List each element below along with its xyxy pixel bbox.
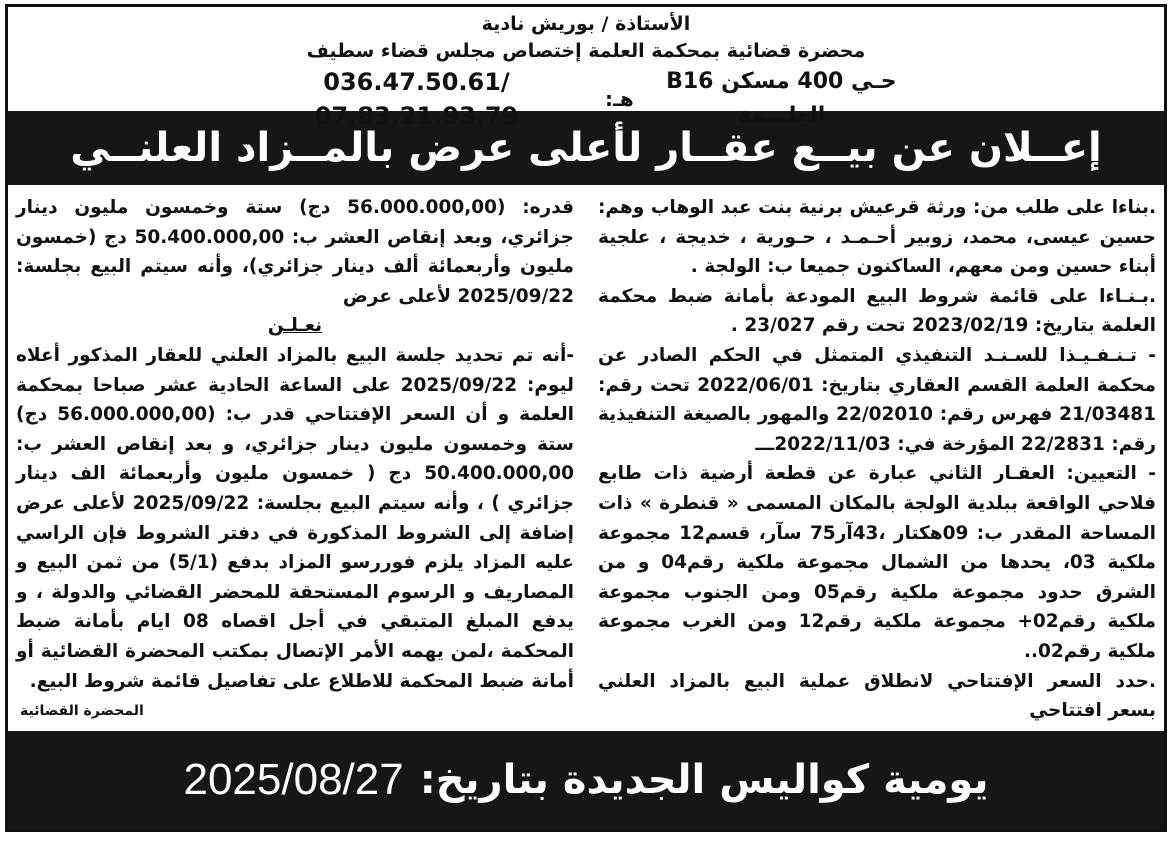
signature: المحضرة القضائية bbox=[20, 703, 144, 719]
phone-numbers: 036.47.50.61/ 07.83.21.93.79 bbox=[314, 68, 519, 130]
publication-date: 2025/08/27 bbox=[183, 755, 404, 804]
execution-paragraph: - تـنـفـيـذا للسـنـد التنفيذي المتمثل في الحكم الصادر عن محكمة العلمة القسم العقاري بتاريخ: 2022/06/01 تحت رقم: 21/03481 فهرس رقم: 22/02010 والمهور بالصيغة التنفيذية رقم: 22/2831 المؤرخة في: 2022/11/03ـــ bbox=[598, 344, 1156, 455]
left-column bbox=[16, 193, 586, 733]
announce-heading: نعـلـن bbox=[267, 315, 323, 337]
price-paragraph: قدره: (56.000.000,00 دج) ستة وخمسون مليون دينار جزائري، وبعد إنقاص العشر ب: 50.400.000,00 دج (خمسون مليون وأربعمائة ألف دينار جزائري)، وأنه سيتم البيع بجلسة: 2025/09/22 لأعلى عرض bbox=[16, 197, 574, 307]
property-description-paragraph: - التعيين: العقـار الثاني عبارة عن قطعة أرضية ذات طابع فلاحي الواقعة ببلدية الولجة بالمكان المسمى « قنطرة » ذات المساحة المقدر ب: 09هكتار ،43آر75 سآر، قسم12 مجموعة ملكية 03، يحدها من الشمال مجموعة ملكية رقم04 و من الشرق حدود مجموعة ملكية رقم05 ومن الجنوب مجموعة ملكية رقم02+ مجموعة ملكية رقم12 ومن الغرب مجموعة ملكية رقم02.. bbox=[598, 463, 1157, 662]
right-column bbox=[586, 193, 1156, 733]
newspaper-footer bbox=[8, 731, 1164, 829]
bailiff-name: الأستاذة / بوريش نادية bbox=[481, 13, 691, 35]
conditions-paragraph: .بـنـاءا على قائمة شروط البيع المودعة بأمانة ضبط محكمة العلمة بتاريخ: 2023/02/19 تحت رقم 23/027 . bbox=[598, 285, 1156, 337]
auction-details-paragraph: -أنه تم تحديد جلسة البيع بالمزاد العلني للعقار المذكور أعلاه ليوم: 2025/09/22 على الساعة الحادية عشر صباحا بمحكمة العلمة و أن السعر الإفتتاحي قدر ب: (56.000.000,00 دج) ستة وخمسون مليون دينار جزائري، و بعد إنقاص العشر ب: 50.400.000,00 دج ( خمسون مليون وأربعمائة الف دينار جزائري ) ، وأنه سيتم البيع بجلسة: 2025/09/22 لأعلى عرض إضافة إلى الشروط المذكورة في دفتر الشروط فإن الراسي عليه المزاد يلزم فوررسو المزاد بدفع (5/1) من ثمن البيع و المصاريف و الرسوم المستحقة للمحضر القضائي والدولة ، و يدفع المبلغ المتبقي في أجل اقصاه 08 ايام بأمانة ضبط المحكمة ،لمن يهمه الأمر الإتصال بمكتب المحضرة القضائية أو أمانة ضبط المحكمة للاطلاع على تفاصيل قائمة شروط البيع. bbox=[16, 344, 574, 692]
bailiff-header bbox=[8, 7, 1164, 130]
announcement-page bbox=[5, 4, 1167, 832]
office-address: حـي 400 مسكن B16 العلـــمة bbox=[666, 69, 897, 128]
body-columns bbox=[8, 185, 1164, 733]
phone-label: هـ: bbox=[605, 87, 634, 111]
phone-block bbox=[238, 65, 634, 133]
announcement-title: إعــلان عن بيــع عقــار لأعلى عرض بالمــزاد العلنــي bbox=[70, 125, 1102, 171]
request-paragraph: .بناءا على طلب من: ورثة قرعيش برنية بنت عبد الوهاب وهم: حسين عيسى، محمد، زوبير أحـمـد ، حـورية ، خديجة ، علجية أبناء حسين ومن معهم، الساكنون جميعا ب: الولجة . bbox=[598, 197, 1156, 278]
bailiff-jurisdiction: محضرة قضائية بمحكمة العلمة إختصاص مجلس قضاء سطيف bbox=[306, 40, 866, 62]
newspaper-label: يومية كواليس الجديدة بتاريخ: bbox=[419, 757, 989, 803]
opening-price-paragraph: .حدد السعر الإفتتاحي لانطلاق عملية البيع بالمزاد العلني بسعر افتتاحي bbox=[598, 670, 1156, 722]
